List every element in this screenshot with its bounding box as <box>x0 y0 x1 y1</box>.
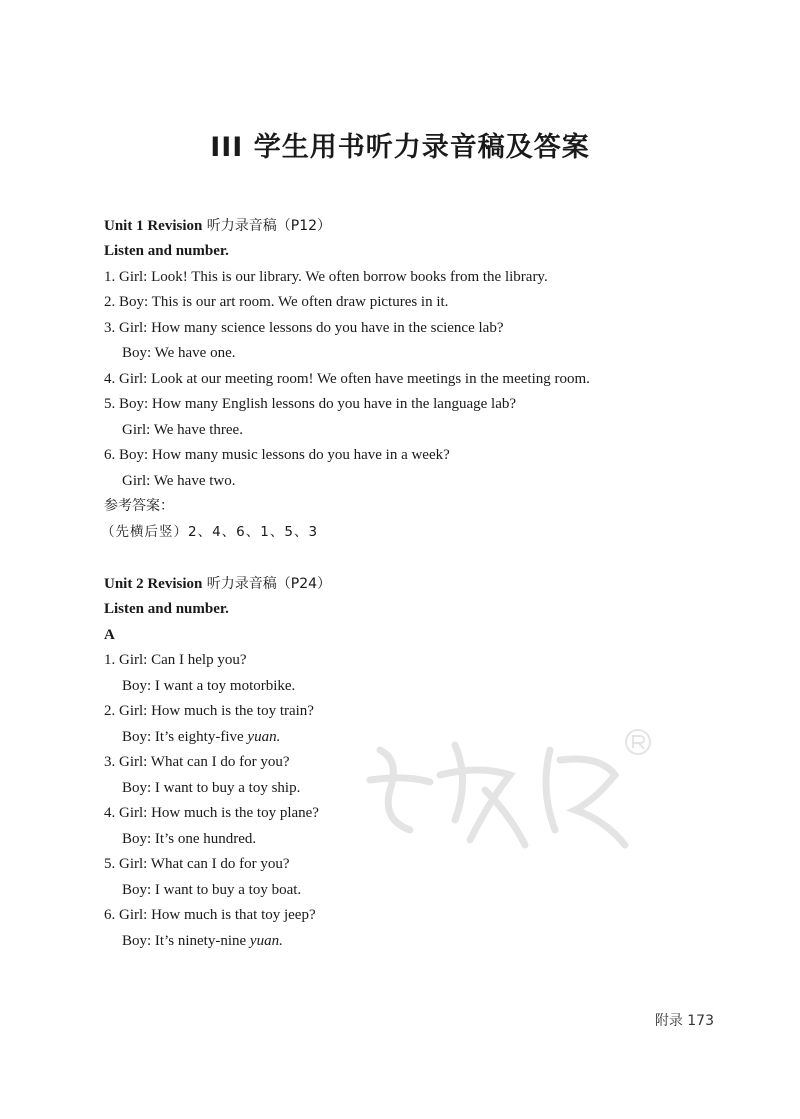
unit2-line: 1. Girl: Can I help you? <box>104 652 247 668</box>
unit1-heading <box>104 216 331 236</box>
currency-word: yuan. <box>247 729 281 745</box>
unit2-line: 4. Girl: How much is the toy plane? <box>104 805 319 821</box>
publisher-calligraphy-logo-icon <box>360 720 660 870</box>
unit1-line: 2. Boy: This is our art room. We often draw pictures in it. <box>104 294 449 310</box>
unit2-line-text: Boy: It’s ninety-nine <box>122 933 250 949</box>
unit1-instruction: Listen and number. <box>104 243 229 259</box>
page-title: III 学生用书听力录音稿及答案 <box>210 132 590 163</box>
unit2-heading-title: Unit 2 Revision <box>104 576 203 592</box>
unit2-line: 2. Girl: How much is the toy train? <box>104 703 314 719</box>
unit1-line: 4. Girl: Look at our meeting room! We often have meetings in the meeting room. <box>104 371 590 387</box>
unit1-line: Girl: We have three. <box>122 422 243 438</box>
unit2-heading <box>104 574 331 594</box>
unit2-line: 6. Girl: How much is that toy jeep? <box>104 907 316 923</box>
unit2-line: Boy: I want to buy a toy ship. <box>122 780 301 796</box>
unit1-heading-title: Unit 1 Revision <box>104 218 203 234</box>
currency-word: yuan. <box>249 933 283 949</box>
unit2-part-label: A <box>104 627 115 643</box>
unit1-answer-label: 参考答案： <box>104 498 174 514</box>
unit1-line: 6. Boy: How many music lessons do you have in a week? <box>104 447 450 463</box>
unit1-line: 1. Girl: Look! This is our library. We often borrow books from the library. <box>104 269 548 285</box>
unit1-line: 5. Boy: How many English lessons do you have in the language lab? <box>104 396 517 412</box>
unit1-heading-subtitle: 听力录音稿（P12） <box>202 218 332 234</box>
unit2-line: 5. Girl: What can I do for you? <box>104 856 290 872</box>
watermark-logo-icon <box>360 720 660 870</box>
unit2-instruction: Listen and number. <box>104 601 229 617</box>
unit1-line: Boy: We have one. <box>122 345 236 361</box>
unit2-line-text: Boy: It’s eighty-five <box>122 729 248 745</box>
unit2-line: Boy: I want a toy motorbike. <box>122 678 296 694</box>
unit2-line: Boy: It’s one hundred. <box>122 831 257 847</box>
unit1-answer: （先横后竖）2、4、6、1、5、3 <box>101 524 319 540</box>
unit2-heading-subtitle: 听力录音稿（P24） <box>202 576 332 592</box>
unit1-line: Girl: We have two. <box>122 473 236 489</box>
page-number: 附录 173 <box>654 1013 714 1029</box>
unit2-line: 3. Girl: What can I do for you? <box>104 754 290 770</box>
unit2-line <box>122 727 280 747</box>
unit2-line <box>122 931 283 951</box>
unit1-line: 3. Girl: How many science lessons do you have in the science lab? <box>104 320 504 336</box>
unit2-line: Boy: I want to buy a toy boat. <box>122 882 302 898</box>
